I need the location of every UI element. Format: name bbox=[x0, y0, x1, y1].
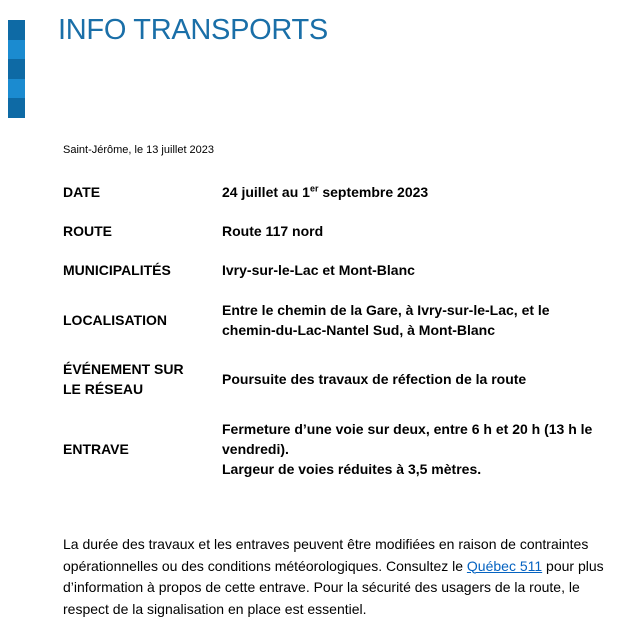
row-value: Route 117 nord bbox=[222, 222, 324, 239]
row-label: MUNICIPALITÉS bbox=[63, 262, 171, 278]
row-label: ENTRAVE bbox=[63, 441, 129, 457]
quebec-511-link[interactable]: Québec 511 bbox=[466, 557, 543, 574]
row-value: 24 juillet au 1er septembre 2023 bbox=[222, 182, 429, 200]
logo-bar-segment bbox=[8, 79, 25, 99]
row-value: Poursuite des travaux de réfection de la route bbox=[222, 371, 527, 387]
row-entrave bbox=[63, 409, 623, 489]
row-municipalites bbox=[63, 250, 623, 290]
logo-bar-segment bbox=[8, 20, 25, 40]
row-route bbox=[63, 211, 623, 250]
info-table bbox=[63, 172, 623, 489]
row-value: Fermeture d’une voie sur deux, entre 6 h et 20 h (13 h le vendredi). Largeur de voies réduites à 3,5 mètres. bbox=[222, 421, 593, 477]
row-label: ROUTE bbox=[63, 222, 112, 239]
logo-bar bbox=[8, 20, 25, 118]
row-label: LOCALISATION bbox=[63, 311, 167, 328]
logo-bar-segment bbox=[8, 98, 25, 118]
page-title: INFO TRANSPORTS bbox=[58, 14, 328, 46]
footer-paragraph: La durée des travaux et les entraves peuvent être modifiées en raison de contraintes opérationnelles ou des conditions météorologiques. Consultez le Québec 511 pour plus d’information à propos de cette entrave. Pour la sécurité des usagers de la route, le respect de la signalisation en place est essentiel. bbox=[63, 536, 604, 617]
row-value: Ivry-sur-le-Lac et Mont-Blanc bbox=[222, 262, 415, 278]
row-value: Entre le chemin de la Gare, à Ivry-sur-le-Lac, et le chemin-du-Lac-Nantel Sud, à Mont-Blanc bbox=[222, 301, 550, 338]
row-label: DATE bbox=[63, 183, 101, 200]
dateline: Saint-Jérôme, le 13 juillet 2023 bbox=[63, 144, 215, 156]
logo-bar-segment bbox=[8, 59, 25, 79]
row-date bbox=[63, 172, 623, 211]
row-evenement bbox=[63, 349, 623, 409]
row-localisation bbox=[63, 290, 623, 349]
logo-bar-segment bbox=[8, 40, 25, 60]
row-label: ÉVÉNEMENT SUR LE RÉSEAU bbox=[63, 361, 184, 397]
